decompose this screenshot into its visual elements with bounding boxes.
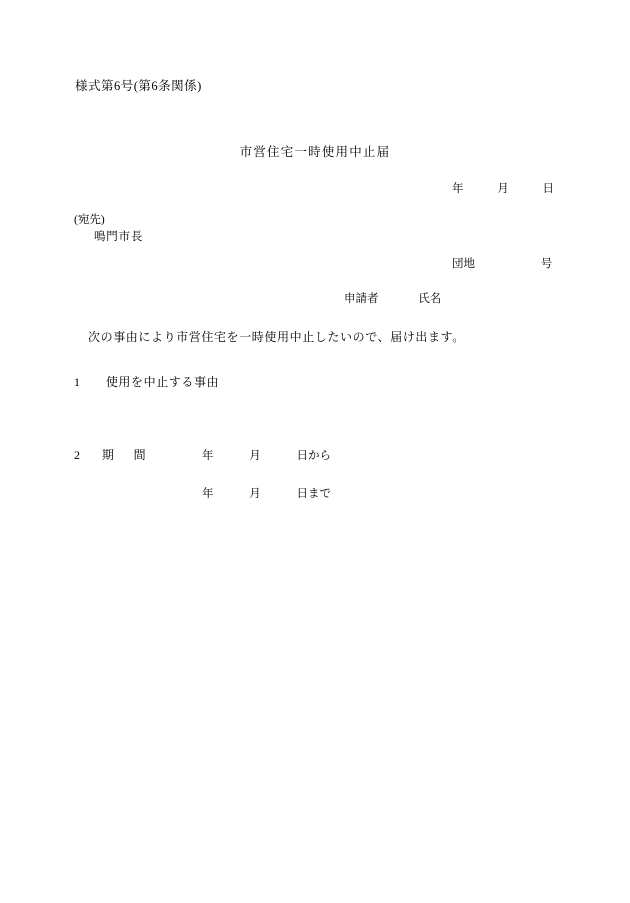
housing-unit-line — [452, 255, 552, 271]
section-1-label: 使用を中止する事由 — [105, 375, 220, 389]
period-to-month-label: 月 — [249, 488, 261, 500]
applicant-label: 申請者 — [344, 293, 379, 305]
period-to-day-label: 日まで — [296, 488, 331, 500]
date-day-label: 日 — [542, 183, 554, 195]
addressee-label: (宛先) — [74, 214, 105, 226]
addressee-name: 鳴門市長 — [94, 231, 144, 243]
period-from-month-label: 月 — [249, 450, 261, 462]
period-from-row — [202, 447, 331, 463]
section-2-number: 2 — [74, 448, 81, 462]
form-code: 様式第6号(第6条関係) — [75, 79, 202, 93]
section-1-number: 1 — [74, 375, 81, 389]
page-title: 市営住宅一時使用中止届 — [239, 145, 391, 159]
date-year-label: 年 — [452, 183, 464, 195]
section-2-label-part2: 間 — [133, 448, 147, 462]
period-from-year-label: 年 — [202, 450, 214, 462]
danchi-label: 団地 — [452, 258, 475, 270]
period-from-day-label: 日から — [296, 450, 331, 462]
section-2-period — [74, 446, 146, 463]
period-to-year-label: 年 — [202, 488, 214, 500]
section-2-label-part1: 期 — [101, 448, 115, 462]
date-month-label: 月 — [497, 183, 509, 195]
go-label: 号 — [540, 258, 553, 270]
statement-text: 次の事由により市営住宅を一時使用中止したいので、届け出ます。 — [88, 330, 465, 344]
applicant-line — [344, 290, 441, 306]
applicant-name-label: 氏名 — [418, 293, 442, 305]
section-1-reason — [74, 373, 219, 390]
period-to-row — [202, 485, 331, 501]
